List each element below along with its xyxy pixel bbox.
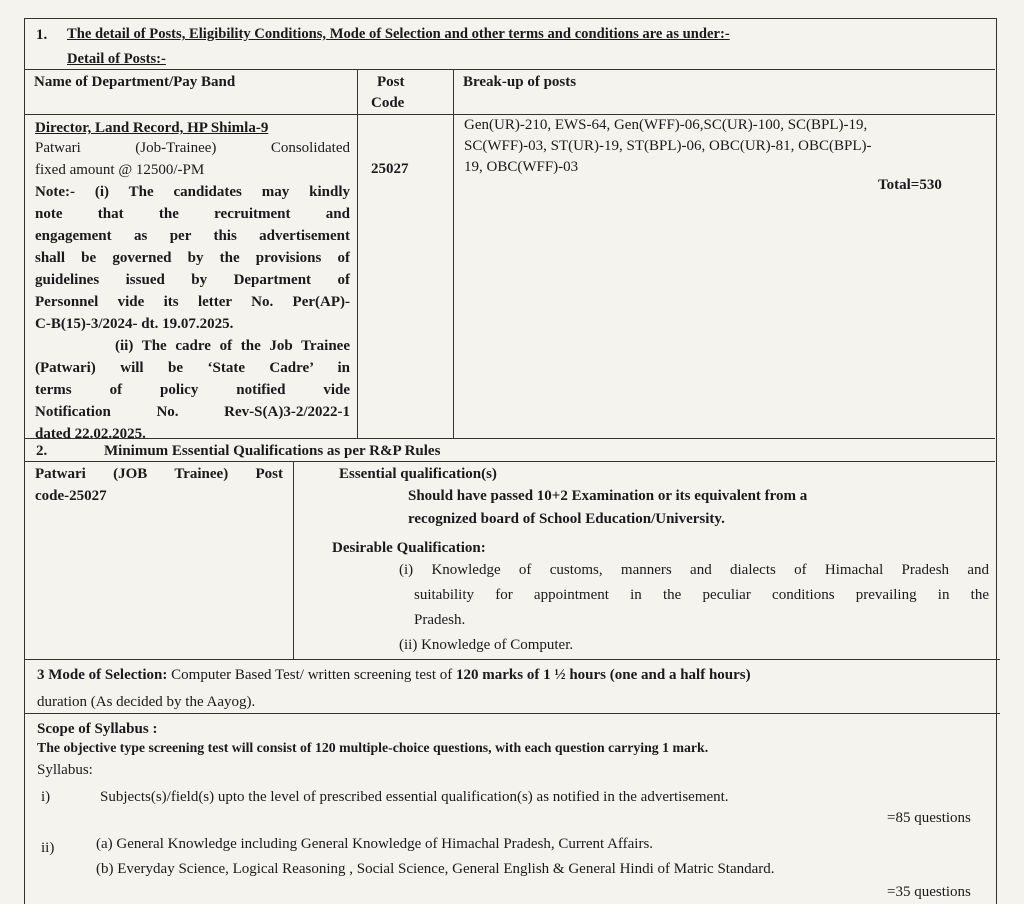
mode-text-1: Computer Based Test/ written screening test of <box>167 667 457 683</box>
note-line: C-B(15)-3/2024- dt. 19.07.2025. <box>35 316 234 332</box>
note-line: dated 22.02.2025. <box>35 426 146 442</box>
section1-heading: The detail of Posts, Eligibility Conditions, Mode of Selection and other terms and conditions are as under:- <box>67 26 730 42</box>
desirable-text <box>399 558 989 658</box>
col-divider-2 <box>453 69 454 439</box>
desirable-label: Desirable Qualification: <box>332 540 486 556</box>
essential-text <box>408 485 807 531</box>
syllabus-item-count: =85 questions <box>887 810 971 826</box>
essential-label: Essential qualification(s) <box>339 466 497 482</box>
post-line: Patwari (JOB Trainee) Post <box>35 466 283 482</box>
table-top-line <box>24 69 995 70</box>
note-line: shall be governed by the provisions of <box>35 250 350 266</box>
note-line: Notification No. Rev-S(A)3-2/2022-1 <box>35 404 350 420</box>
post-line: code-25027 <box>35 488 107 504</box>
note-line: (Patwari) will be ‘State Cadre’ in <box>35 360 350 376</box>
header-post-code-1: Post <box>377 74 405 90</box>
header-department: Name of Department/Pay Band <box>34 74 236 90</box>
total-posts: Total=530 <box>878 177 942 193</box>
note-line: Personnel vide its letter No. Per(AP)- <box>35 294 350 310</box>
syllabus-item-text: Subjects(s)/field(s) upto the level of prescribed essential qualification(s) as notified in the advertisement. <box>100 789 729 805</box>
syllabus-item-text-a: (a) General Knowledge including General Knowledge of Himachal Pradesh, Current Affairs. <box>96 836 654 852</box>
section2-heading: Minimum Essential Qualifications as per R&P Rules <box>104 443 441 459</box>
syllabus-item-text-b: (b) Everyday Science, Logical Reasoning , Social Science, General English & General Hindi of Matric Standard. <box>96 861 775 877</box>
essential-line: Should have passed 10+2 Examination or its equivalent from a <box>408 488 808 504</box>
header-post-code-2: Code <box>371 95 405 111</box>
desirable-line: (i) Knowledge of customs, manners and dialects of Himachal Pradesh and <box>399 562 989 578</box>
essential-line: recognized board of School Education/University. <box>408 511 725 527</box>
syllabus-intro: The objective type screening test will consist of 120 multiple-choice questions, with each question carrying 1 mark. <box>37 740 709 755</box>
note-line: Note:- (i) The candidates may kindly <box>35 184 350 200</box>
dept-line: fixed amount @ 12500/-PM <box>35 162 205 178</box>
section3-top-line <box>24 659 1000 660</box>
header-breakup: Break-up of posts <box>463 74 577 90</box>
desirable-line: suitability for appointment in the peculiar conditions prevailing in the <box>414 587 989 603</box>
note-line: (ii) The cadre of the Job Trainee <box>115 338 350 354</box>
department-details <box>35 137 350 181</box>
mode-of-selection <box>37 666 751 684</box>
note-line: guidelines issued by Department of <box>35 272 350 288</box>
mode-text-2: duration (As decided by the Aayog). <box>37 694 256 710</box>
section1-number: 1. <box>36 27 48 43</box>
syllabus-item-count: =35 questions <box>887 884 971 900</box>
section2-header-line <box>24 461 995 462</box>
breakup-line: 19, OBC(WFF)-03 <box>464 159 579 175</box>
syllabus-top-line <box>24 713 1000 714</box>
desirable-line: (ii) Knowledge of Computer. <box>399 637 574 653</box>
note-line: engagement as per this advertisement <box>35 228 350 244</box>
mode-label: 3 Mode of Selection: <box>37 667 168 683</box>
section2-col-divider <box>293 461 294 659</box>
breakup-line: Gen(UR)-210, EWS-64, Gen(WFF)-06,SC(UR)-100, SC(BPL)-19, <box>464 117 868 133</box>
note-line: note that the recruitment and <box>35 206 350 222</box>
desirable-line: Pradesh. <box>414 612 466 628</box>
syllabus-label: Syllabus: <box>37 762 93 778</box>
syllabus-item-num: ii) <box>41 840 55 856</box>
section1-subheading: Detail of Posts:- <box>67 51 166 67</box>
scope-label: Scope of Syllabus : <box>37 721 158 737</box>
dept-line: Patwari (Job-Trainee) Consolidated <box>35 140 350 156</box>
syllabus-item-num: i) <box>41 789 51 805</box>
post-code-value: 25027 <box>371 161 409 177</box>
section2-number: 2. <box>36 443 48 459</box>
note-line: terms of policy notified vide <box>35 382 350 398</box>
section2-post <box>35 463 283 507</box>
col-divider-1 <box>357 69 358 439</box>
section2-top-line <box>24 438 995 439</box>
breakup-line: SC(WFF)-03, ST(UR)-19, ST(BPL)-06, OBC(UR)-81, OBC(BPL)- <box>464 138 872 154</box>
mode-bold-text: 120 marks of 1 ½ hours (one and a half hours) <box>456 667 751 683</box>
department-note <box>35 181 350 445</box>
department-name: Director, Land Record, HP Shimla-9 <box>35 120 269 136</box>
breakup-list <box>464 115 974 178</box>
